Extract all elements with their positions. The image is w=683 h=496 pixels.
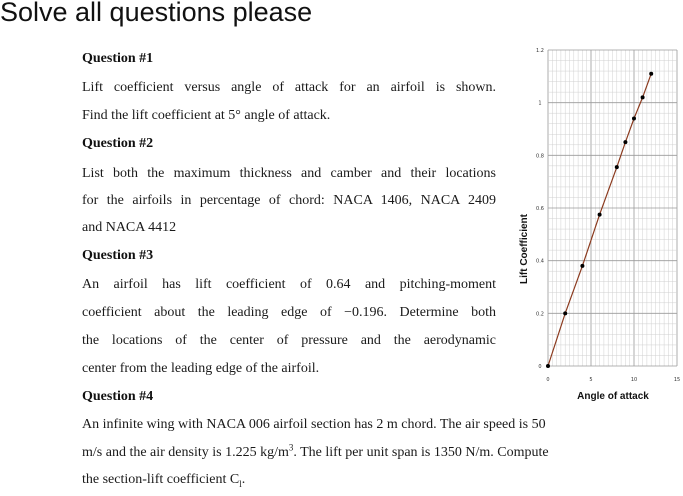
x-tick-label: 5 bbox=[589, 377, 593, 383]
question-4-line-2 bbox=[82, 442, 549, 461]
y-tick-label: 0.4 bbox=[536, 258, 544, 265]
question-3-line-1: An airfoil has lift coefficient of 0.64 and pitching-moment bbox=[82, 277, 496, 292]
question-3-line-2: coefficient about the leading edge of −0.196. Determine both bbox=[82, 305, 496, 320]
data-point bbox=[580, 264, 584, 268]
y-tick-label: 0 bbox=[538, 364, 542, 370]
page-header: Solve all questions please bbox=[0, 0, 313, 27]
question-1-title: Question #1 bbox=[82, 51, 154, 66]
question-3-line-4: center from the leading edge of the airfoil. bbox=[82, 361, 320, 376]
data-point bbox=[546, 364, 550, 368]
data-point bbox=[598, 213, 602, 217]
y-tick-label: 0.2 bbox=[536, 311, 544, 318]
q4-line2-superscript: 3 bbox=[288, 442, 294, 453]
question-3-line-3: the locations of the center of pressure and the aerodynamic bbox=[82, 333, 496, 348]
y-tick-label: 0.6 bbox=[536, 206, 544, 212]
question-4-line-1: An infinite wing with NACA 006 airfoil section has 2 m chord. The air speed is 50 bbox=[82, 417, 546, 432]
x-axis-label: Angle of attack bbox=[577, 391, 649, 402]
data-point bbox=[623, 140, 627, 144]
y-tick-label: 1 bbox=[538, 100, 542, 107]
q4-line2-text-end: . The lift per unit span is 1350 N/m. Compute bbox=[293, 445, 549, 460]
question-2-line-1: List both the maximum thickness and camber and their locations bbox=[82, 166, 496, 181]
x-tick-label: 10 bbox=[630, 377, 638, 383]
question-2-line-3: and NACA 4412 bbox=[82, 220, 177, 235]
y-tick-label: 1.2 bbox=[536, 48, 544, 54]
q4-line3-text-end: . bbox=[241, 472, 246, 487]
data-point bbox=[563, 311, 567, 315]
data-point bbox=[649, 72, 653, 76]
question-3-title: Question #3 bbox=[82, 248, 154, 263]
lift-curve-chart bbox=[505, 40, 683, 402]
q4-line2-text: m/s and the air density is 1.225 kg/m bbox=[82, 445, 289, 460]
q4-line3-text: the section-lift coefficient C bbox=[82, 472, 240, 487]
x-tick-label: 15 bbox=[673, 377, 681, 383]
question-4-line-3 bbox=[82, 472, 245, 488]
question-1-line-1: Lift coefficient versus angle of attack for an airfoil is shown. bbox=[82, 80, 496, 95]
data-point bbox=[641, 95, 645, 99]
question-2-line-2: for the airfoils in percentage of chord: NACA 1406, NACA 2409 bbox=[82, 193, 496, 208]
question-2-title: Question #2 bbox=[82, 136, 154, 151]
q4-line3-subscript: l bbox=[239, 478, 242, 489]
y-axis-label: Lift Coefficient bbox=[519, 214, 530, 284]
question-4-title: Question #4 bbox=[82, 389, 154, 404]
data-point bbox=[615, 165, 619, 169]
data-point bbox=[632, 116, 636, 120]
question-1-line-2: Find the lift coefficient at 5° angle of attack. bbox=[82, 108, 331, 123]
chart-grid bbox=[548, 50, 677, 366]
y-tick-label: 0.8 bbox=[536, 153, 544, 160]
x-tick-label: 0 bbox=[546, 377, 550, 383]
